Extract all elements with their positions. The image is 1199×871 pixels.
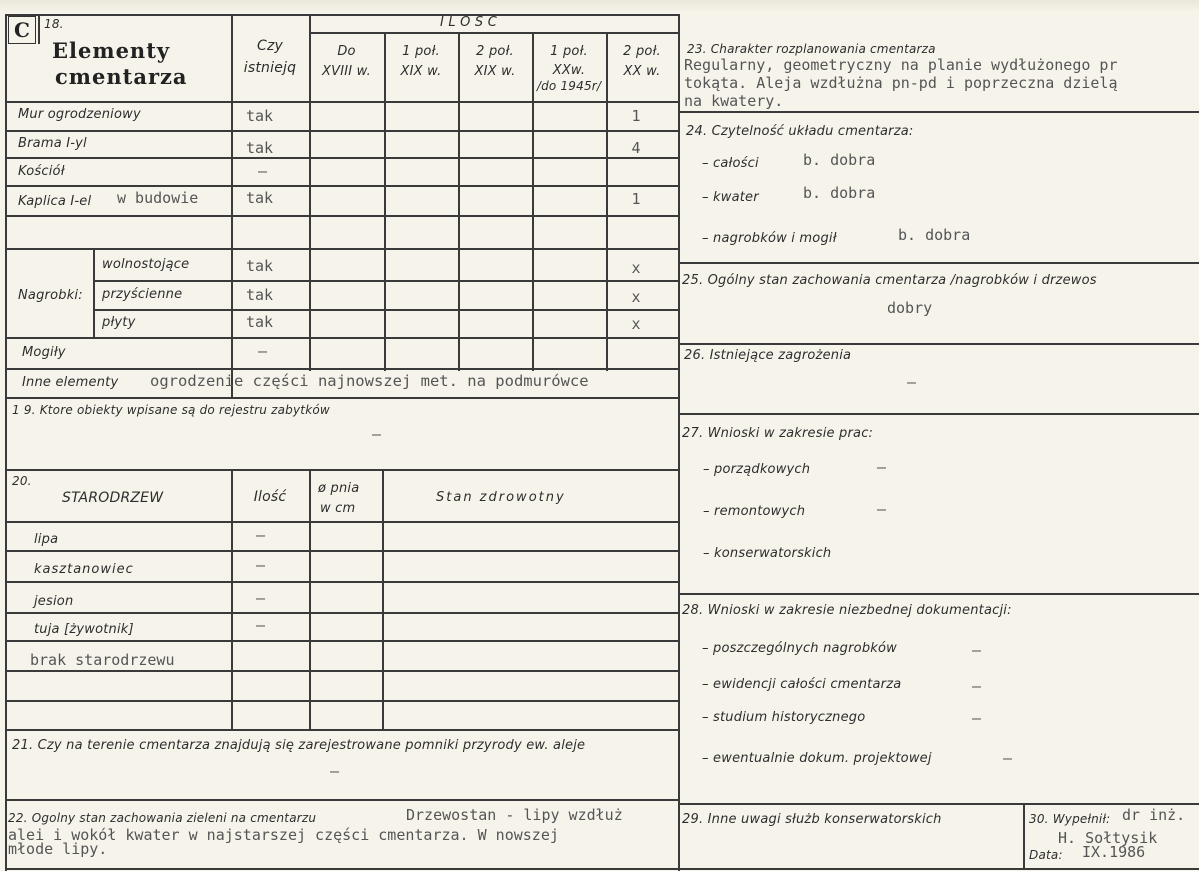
section24-value: b. dobra bbox=[803, 184, 876, 202]
ilosc-header: I L O S C bbox=[440, 15, 497, 30]
grid-line bbox=[5, 368, 680, 370]
bottom-border bbox=[5, 868, 1199, 870]
section23-line3: na kwatery. bbox=[684, 92, 784, 110]
inne-label: Inne elementy bbox=[22, 375, 119, 390]
grid-line bbox=[38, 14, 40, 44]
grid-line bbox=[680, 111, 1199, 113]
grid-line bbox=[309, 32, 680, 34]
section22-label: 22. Ogolny stan zachowania zieleni na cmentarzu bbox=[8, 811, 317, 825]
row-value: 1 bbox=[631, 107, 641, 125]
row-value: 1 bbox=[631, 190, 641, 208]
center-divider bbox=[678, 14, 680, 871]
col-pnia: w cm bbox=[320, 501, 356, 516]
grid-line bbox=[382, 469, 384, 729]
tree-name: kasztanowiec bbox=[34, 562, 134, 577]
section27-item: – porządkowych bbox=[703, 462, 811, 477]
row-exists: tak bbox=[246, 139, 274, 157]
grid-line bbox=[5, 469, 680, 471]
section30-value1: dr inż. bbox=[1122, 806, 1186, 824]
period-header: 2 poł. bbox=[623, 44, 661, 59]
col-exists-1: Czy bbox=[256, 38, 283, 54]
tree-name: lipa bbox=[34, 532, 59, 547]
grid-line bbox=[93, 309, 680, 311]
section26-value: – bbox=[907, 373, 917, 391]
section23-line2: tokąta. Aleja wzdłużna pn-pd i poprzeczna dzielą bbox=[684, 74, 1118, 92]
grid-line bbox=[5, 101, 680, 103]
tree-ilosc: – bbox=[256, 616, 266, 634]
period-header: /do 1945r/ bbox=[536, 79, 602, 93]
period-header: XXw. bbox=[552, 63, 586, 78]
tree-name: jesion bbox=[34, 594, 74, 609]
section28-value: – bbox=[972, 709, 982, 727]
section24-item: – kwater bbox=[702, 190, 759, 205]
row-label: Mur ogrodzeniowy bbox=[18, 107, 141, 122]
nagrobki-exists: tak bbox=[246, 313, 274, 331]
grid-line bbox=[5, 248, 680, 250]
paper-edge bbox=[0, 0, 1199, 12]
row-value: 4 bbox=[631, 139, 641, 157]
section30-label: 30. Wypełnił: bbox=[1029, 812, 1111, 826]
tree-ilosc: – bbox=[256, 589, 266, 607]
section30-date-label: Data: bbox=[1029, 848, 1063, 862]
nagrobki-type: wolnostojące bbox=[102, 257, 190, 272]
nagrobki-value: x bbox=[631, 288, 641, 306]
tree-name: tuja [żywotnik] bbox=[34, 622, 134, 637]
section20-number: 20. bbox=[12, 474, 32, 488]
nagrobki-type: płyty bbox=[102, 315, 136, 330]
section28-value: – bbox=[972, 641, 982, 659]
section28-item: – poszczególnych nagrobków bbox=[702, 641, 897, 656]
col-exists-2: istniejq bbox=[243, 60, 297, 76]
mogily-exists: – bbox=[258, 342, 268, 360]
grid-line bbox=[5, 157, 680, 159]
section24-value: b. dobra bbox=[898, 226, 971, 244]
section27-item: – konserwatorskich bbox=[703, 546, 832, 561]
nagrobki-label: Nagrobki: bbox=[18, 288, 83, 303]
period-header: XIX w. bbox=[474, 64, 516, 79]
section30-date-value: IX.1986 bbox=[1082, 843, 1146, 861]
section24-label: 24. Czytelność układu cmentarza: bbox=[686, 124, 914, 139]
grid-line bbox=[5, 729, 680, 731]
section19-value: – bbox=[372, 425, 382, 443]
nagrobki-value: x bbox=[631, 259, 641, 277]
section23-line1: Regularny, geometryczny na planie wydłużonego pr bbox=[684, 56, 1118, 74]
grid-line bbox=[5, 130, 680, 132]
section28-value: – bbox=[972, 677, 982, 695]
grid-line bbox=[5, 337, 680, 339]
section21-label: 21. Czy na terenie cmentarza znajdują się zarejestrowane pomniki przyrody ew. aleje bbox=[12, 738, 586, 753]
nagrobki-value: x bbox=[631, 315, 641, 333]
grid-line bbox=[5, 581, 680, 583]
grid-line bbox=[5, 215, 680, 217]
section22-line3: młode lipy. bbox=[8, 840, 108, 858]
section28-value: – bbox=[1003, 749, 1013, 767]
grid-line bbox=[93, 248, 95, 337]
row-label: Brama I-yl bbox=[18, 136, 87, 151]
section-title-line1: Elementy bbox=[52, 38, 171, 63]
inne-value: ogrodzenie części najnowszej met. na podmurówce bbox=[150, 372, 589, 390]
grid-line bbox=[5, 521, 680, 523]
section27-label: 27. Wnioski w zakresie prac: bbox=[682, 426, 874, 441]
nagrobki-exists: tak bbox=[246, 286, 274, 304]
section28-label: 28. Wnioski w zakresie niezbednej dokumentacji: bbox=[682, 603, 1012, 618]
section24-item: – całości bbox=[702, 156, 759, 171]
section27-value: – bbox=[877, 458, 887, 476]
left-border bbox=[5, 14, 7, 871]
grid-line bbox=[93, 280, 680, 282]
grid-line bbox=[5, 185, 680, 187]
nagrobki-exists: tak bbox=[246, 257, 274, 275]
grid-line bbox=[231, 469, 233, 729]
section28-item: – ewentualnie dokum. projektowej bbox=[702, 751, 932, 766]
grid-line bbox=[5, 612, 680, 614]
period-header: 1 poł. bbox=[402, 44, 440, 59]
section28-item: – studium historycznego bbox=[702, 710, 866, 725]
tree-note: brak starodrzewu bbox=[30, 651, 175, 669]
grid-line bbox=[5, 640, 680, 642]
period-header: 2 poł. bbox=[476, 44, 514, 59]
section-title-line2: cmentarza bbox=[55, 64, 188, 89]
section-number: 18. bbox=[44, 17, 64, 31]
nagrobki-type: przyścienne bbox=[102, 287, 183, 302]
section21-value: – bbox=[330, 762, 340, 780]
grid-line bbox=[680, 262, 1199, 264]
col-ilosc: Ilość bbox=[253, 489, 287, 505]
period-header: XIX w. bbox=[400, 64, 442, 79]
section28-item: – ewidencji całości cmentarza bbox=[702, 677, 902, 692]
grid-line bbox=[680, 413, 1199, 415]
section25-value: dobry bbox=[887, 299, 933, 317]
row-extra: w budowie bbox=[117, 189, 199, 207]
section26-label: 26. Istniejące zagrożenia bbox=[684, 348, 852, 363]
tree-ilosc: – bbox=[256, 526, 266, 544]
row-exists: tak bbox=[246, 189, 274, 207]
mogily-label: Mogiły bbox=[22, 345, 66, 360]
grid-line bbox=[384, 32, 386, 371]
grid-line bbox=[1023, 803, 1025, 870]
period-header: XVIII w. bbox=[322, 64, 371, 79]
section25-label: 25. Ogólny stan zachowania cmentarza /nagrobków i drzewos bbox=[682, 273, 1097, 288]
grid-line bbox=[5, 670, 680, 672]
grid-line bbox=[458, 32, 460, 371]
col-pnia: ø pnia bbox=[318, 481, 360, 496]
section30-value2: H. Sołtysik bbox=[1058, 829, 1158, 847]
grid-line bbox=[5, 700, 680, 702]
row-label: Kaplica I-el bbox=[18, 194, 92, 209]
section22-line1: Drzewostan - lipy wzdłuż bbox=[406, 806, 623, 824]
section24-value: b. dobra bbox=[803, 151, 876, 169]
section-marker: C bbox=[8, 16, 36, 44]
section27-item: – remontowych bbox=[703, 504, 806, 519]
grid-line bbox=[680, 343, 1199, 345]
col-stan: Stan zdrowotny bbox=[436, 490, 566, 505]
period-header: XX w. bbox=[623, 64, 661, 79]
row-exists: tak bbox=[246, 107, 274, 125]
section23-label: 23. Charakter rozplanowania cmentarza bbox=[687, 42, 936, 56]
period-header: Do bbox=[337, 44, 356, 59]
grid-line bbox=[5, 397, 680, 399]
section19-label: 1 9. Ktore obiekty wpisane są do rejestru zabytków bbox=[12, 403, 330, 417]
section29-label: 29. Inne uwagi służb konserwatorskich bbox=[682, 812, 942, 827]
row-label: Kościół bbox=[18, 164, 65, 179]
section27-value: – bbox=[877, 500, 887, 518]
tree-ilosc: – bbox=[256, 556, 266, 574]
top-border bbox=[5, 14, 680, 16]
section20-title: STARODRZEW bbox=[62, 490, 164, 506]
grid-line bbox=[680, 803, 1199, 805]
grid-line bbox=[5, 799, 680, 801]
grid-line bbox=[680, 593, 1199, 595]
grid-line bbox=[5, 550, 680, 552]
grid-line bbox=[309, 469, 311, 729]
row-exists: – bbox=[258, 162, 268, 180]
section24-item: – nagrobków i mogił bbox=[702, 231, 837, 246]
section22-line2: alei i wokół kwater w najstarszej części cmentarza. W nowszej bbox=[8, 826, 559, 844]
period-header: 1 poł. bbox=[550, 44, 588, 59]
